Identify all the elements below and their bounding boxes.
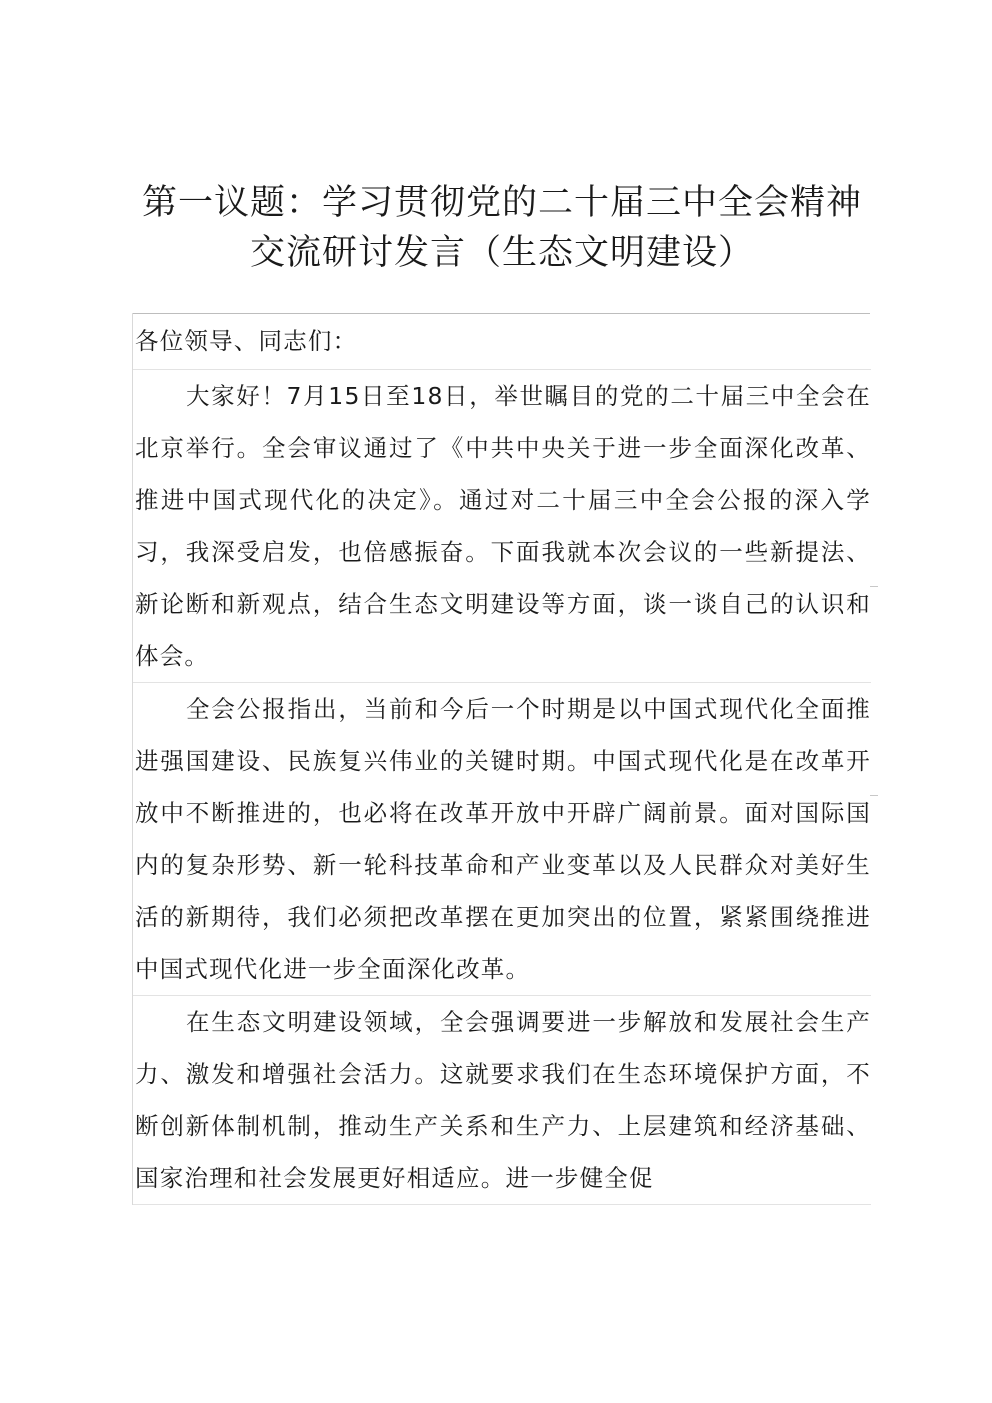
paragraph-1: 大家好！7月15日至18日，举世瞩目的党的二十届三中全会在北京举行。全会审议通过了《中共中央关于进一步全面深化改革、推进中国式现代化的决定》。通过对二十届三中全会公报的深入学习，我深受启发，也倍感振奋。下面我就本次会议的一些新提法、新论断和新观点，结合生态文明建设等方面，谈一谈自己的认识和体会。: [133, 370, 871, 683]
paragraph-3: 在生态文明建设领域，全会强调要进一步解放和发展社会生产力、激发和增强社会活力。这就要求我们在生态环境保护方面，不断创新体制机制，推动生产关系和生产力、上层建筑和经济基础、国家治理和社会发展更好相适应。进一步健全促: [133, 996, 871, 1205]
greeting: 各位领导、同志们：: [133, 313, 871, 370]
title-line-2: 交流研讨发言（生态文明建设）: [249, 233, 754, 273]
margin-mark: [870, 795, 878, 796]
paragraph-2: 全会公报指出，当前和今后一个时期是以中国式现代化全面推进强国建设、民族复兴伟业的关键时期。中国式现代化是在改革开放中不断推进的，也必将在改革开放中开辟广阔前景。面对国际国内的复杂形势、新一轮科技革命和产业变革以及人民群众对美好生活的新期待，我们必须把改革摆在更加突出的位置，紧紧围绕推进中国式现代化进一步全面深化改革。: [133, 683, 871, 996]
margin-mark: [870, 586, 878, 587]
document-title: [118, 178, 886, 278]
document-body: [132, 313, 871, 1205]
title-line-1: 第一议题：学习贯彻党的二十届三中全会精神: [141, 183, 862, 223]
